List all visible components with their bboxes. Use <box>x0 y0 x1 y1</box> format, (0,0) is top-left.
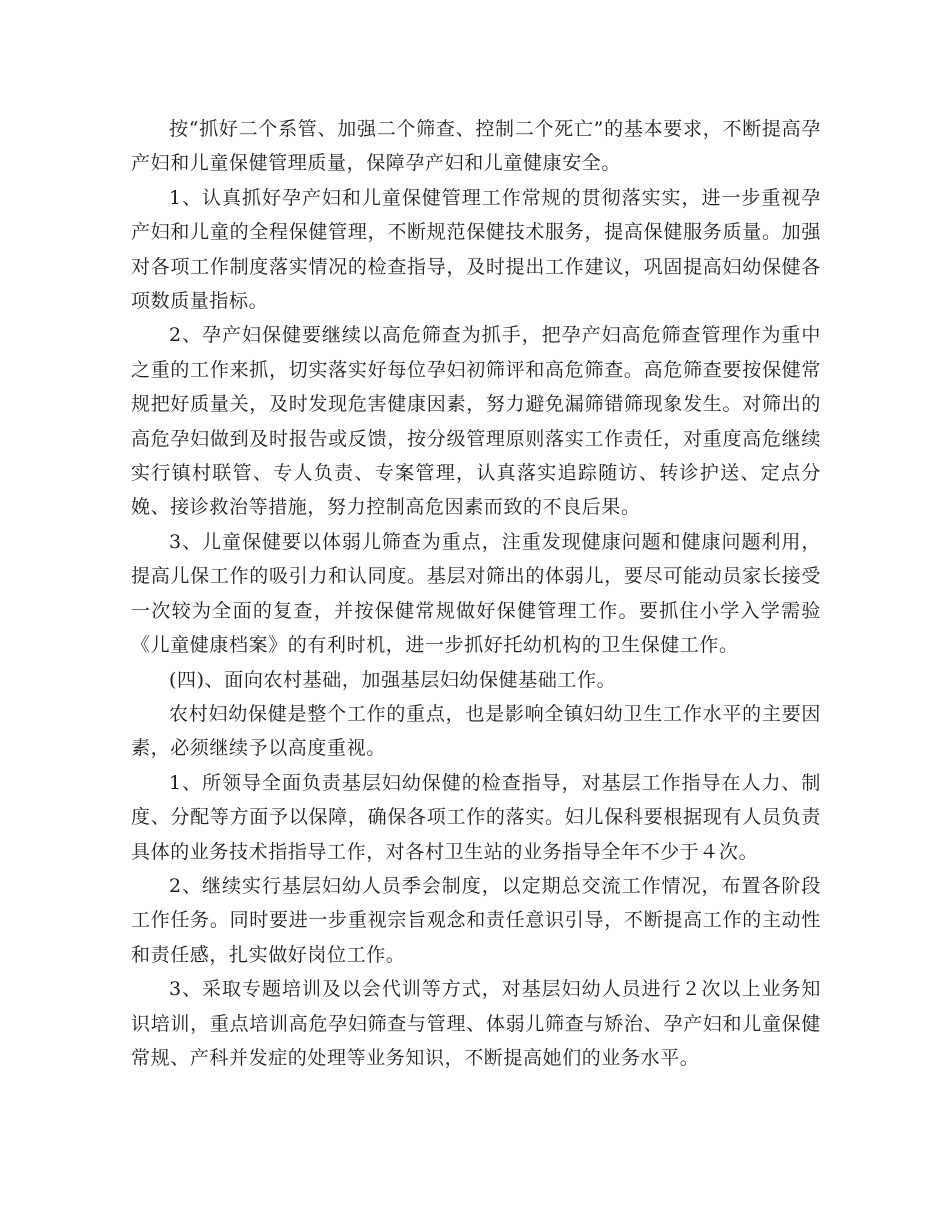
paragraph-rural-item-2: 2、继续实行基层妇幼人员季会制度，以定期总交流工作情况，布置各阶段工作任务。同时要进一步重视宗旨观念和责任意识引导，不断提高工作的主动性和责任感，扎实做好岗位工作。 <box>131 874 821 966</box>
paragraph-rural-intro: 农村妇幼保健是整个工作的重点，也是影响全镇妇幼卫生工作水平的主要因素，必须继续予以高度重视。 <box>131 702 821 760</box>
paragraph-item-3: 3、儿童保健要以体弱儿筛查为重点，注重发现健康问题和健康问题利用，提高儿保工作的吸引力和认同度。基层对筛出的体弱儿，要尽可能动员家长接受一次较为全面的复查，并按保健常规做好保健管理工作。要抓住小学入学需验《儿童健康档案》的有利时机，进一步抓好托幼机构的卫生保健工作。 <box>131 530 821 657</box>
paragraph-intro: 按“抓好二个系管、加强二个筛查、控制二个死亡”的基本要求，不断提高孕产妇和儿童保健管理质量，保障孕产妇和儿童健康安全。 <box>131 118 821 175</box>
section-heading-4: (四)、面向农村基础，加强基层妇幼保健基础工作。 <box>169 668 617 691</box>
document-body <box>131 112 821 1075</box>
paragraph-item-2: 2、孕产妇保健要继续以高危筛查为抓手，把孕产妇高危筛查管理作为重中之重的工作来抓，切实落实好每位孕妇初筛评和高危筛查。高危筛查要按保健常规把好质量关，及时发现危害健康因素，努力避免漏筛错筛现象发生。对筛出的高危孕妇做到及时报告或反馈，按分级管理原则落实工作责任，对重度高危继续实行镇村联管、专人负责、专案管理，认真落实追踪随访、转诊护送、定点分娩、接诊救治等措施，努力控制高危因素而致的不良后果。 <box>131 324 821 519</box>
paragraph-rural-item-3: 3、采取专题培训及以会代训等方式，对基层妇幼人员进行２次以上业务知识培训，重点培训高危孕妇筛查与管理、体弱儿筛查与矫治、孕产妇和儿童保健常规、产科并发症的处理等业务知识，不断提高她们的业务水平。 <box>131 978 821 1069</box>
paragraph-item-1: 1、认真抓好孕产妇和儿童保健管理工作常规的贯彻落实实，进一步重视孕产妇和儿童的全程保健管理，不断规范保健技术服务，提高保健服务质量。加强对各项工作制度落实情况的检查指导，及时提出工作建议，巩固提高妇幼保健各项数质量指标。 <box>131 186 821 313</box>
paragraph-rural-item-1: 1、所领导全面负责基层妇幼保健的检查指导，对基层工作指导在人力、制度、分配等方面予以保障，确保各项工作的落实。妇儿保科要根据现有人员负责具体的业务技术指指导工作，对各村卫生站的业务指导全年不少于４次。 <box>131 771 821 863</box>
